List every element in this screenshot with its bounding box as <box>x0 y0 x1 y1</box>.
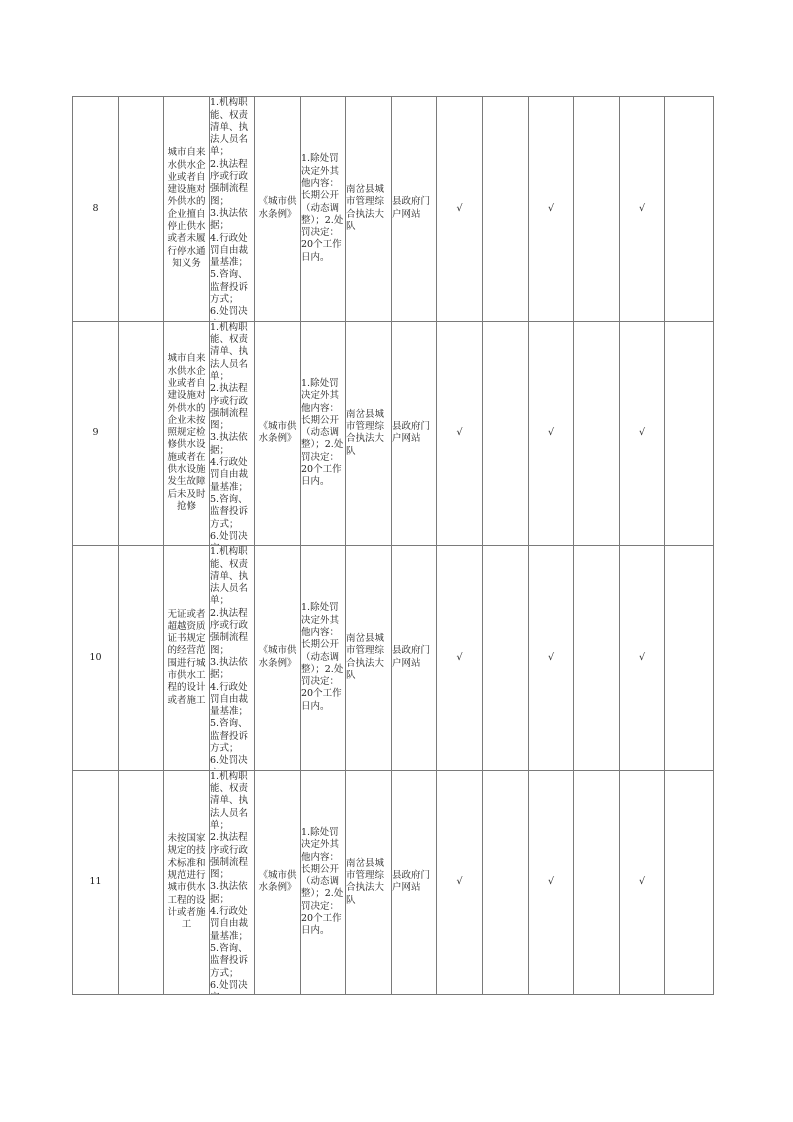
row-number-cell: 9 <box>73 321 119 546</box>
basis-list <box>210 97 254 320</box>
law-basis-cell: 《城市供水条例》 <box>255 321 301 546</box>
table-row <box>73 770 714 995</box>
row-number-cell: 10 <box>73 546 119 771</box>
check-cell <box>665 321 714 546</box>
table-body <box>73 97 714 995</box>
basis-line: 1.机构职能、权责清单、执法人员名单； <box>210 321 249 382</box>
empty-cell <box>119 321 164 546</box>
disclosure-subject-cell: 南岔县城市管理综合执法大队 <box>346 321 392 546</box>
check-cell: √ <box>620 97 665 322</box>
disclosure-subject-cell: 南岔县城市管理综合执法大队 <box>346 770 392 995</box>
check-cell <box>483 770 529 995</box>
check-cell <box>483 97 529 322</box>
disclosure-time-cell: 1.除处罚决定外其他内容：长期公开（动态调整）；2.处罚决定：20个工作日内。 <box>301 770 346 995</box>
check-cell <box>483 321 529 546</box>
check-cell: √ <box>437 321 483 546</box>
basis-line: 2.执法程序或行政强制流程图； <box>210 607 249 656</box>
disclosure-subject-cell: 南岔县城市管理综合执法大队 <box>346 546 392 771</box>
disclosure-channel-cell: 县政府门户网站 <box>392 321 437 546</box>
check-cell <box>665 546 714 771</box>
empty-cell <box>119 546 164 771</box>
basis-list <box>210 771 254 994</box>
disclosure-time-cell: 1.除处罚决定外其他内容：长期公开（动态调整）；2.处罚决定：20个工作日内。 <box>301 97 346 322</box>
disclosure-table <box>72 96 714 995</box>
basis-line: 3.执法依据； <box>210 881 248 905</box>
basis-line: 4.行政处罚自由裁量基准； <box>210 906 249 942</box>
check-cell <box>574 97 620 322</box>
disclosure-basis-cell <box>210 97 255 322</box>
empty-cell <box>119 770 164 995</box>
check-cell: √ <box>437 770 483 995</box>
item-name-cell: 未按国家规定的技术标准和规范进行城市供水工程的设计或者施工 <box>164 770 210 995</box>
check-cell <box>483 546 529 771</box>
basis-line: 5.咨询、监督投诉方式； <box>210 493 249 530</box>
basis-line: 2.执法程序或行政强制流程图； <box>210 832 249 881</box>
disclosure-channel-cell: 县政府门户网站 <box>392 97 437 322</box>
basis-list <box>210 322 254 545</box>
basis-line: 5.咨询、监督投诉方式； <box>210 942 249 979</box>
check-cell: √ <box>529 770 574 995</box>
check-cell <box>574 546 620 771</box>
basis-line: 1.机构职能、权责清单、执法人员名单； <box>210 97 249 158</box>
disclosure-basis-cell <box>210 546 255 771</box>
basis-list <box>210 546 254 769</box>
check-cell: √ <box>437 546 483 771</box>
disclosure-subject-cell: 南岔县城市管理综合执法大队 <box>346 97 392 322</box>
table-row <box>73 97 714 322</box>
law-basis-cell: 《城市供水条例》 <box>255 770 301 995</box>
basis-line: 2.执法程序或行政强制流程图； <box>210 383 249 432</box>
check-cell: √ <box>529 97 574 322</box>
table-row <box>73 321 714 546</box>
empty-cell <box>119 97 164 322</box>
disclosure-time-cell: 1.除处罚决定外其他内容：长期公开（动态调整）；2.处罚决定：20个工作日内。 <box>301 321 346 546</box>
basis-line: 6.处罚决 <box>210 979 248 991</box>
basis-line: 4.行政处罚自由裁量基准； <box>210 457 249 493</box>
disclosure-basis-cell <box>210 770 255 995</box>
basis-line: 2.执法程序或行政强制流程图； <box>210 158 249 207</box>
check-cell <box>574 321 620 546</box>
disclosure-time-cell: 1.除处罚决定外其他内容：长期公开（动态调整）；2.处罚决定：20个工作日内。 <box>301 546 346 771</box>
basis-line: 3.执法依据； <box>210 656 248 681</box>
basis-line: 3.执法依据； <box>210 432 248 456</box>
law-basis-cell: 《城市供水条例》 <box>255 97 301 322</box>
basis-line: 4.行政处罚自由裁量基准； <box>210 232 249 269</box>
row-number-cell: 11 <box>73 770 119 995</box>
disclosure-channel-cell: 县政府门户网站 <box>392 546 437 771</box>
law-basis-cell: 《城市供水条例》 <box>255 546 301 771</box>
check-cell: √ <box>529 321 574 546</box>
item-name-cell: 无证或者超越资质证书规定的经营范围进行城市供水工程的设计或者施工 <box>164 546 210 771</box>
item-name-cell: 城市自来水供水企业或者自建设施对外供水的企业未按照规定检修供水设施或者在供水设施发生故障后未及时抢修 <box>164 321 210 546</box>
check-cell: √ <box>620 770 665 995</box>
check-cell: √ <box>620 321 665 546</box>
basis-line: 6.处罚决 <box>210 755 248 767</box>
disclosure-channel-cell: 县政府门户网站 <box>392 770 437 995</box>
basis-line: 4.行政处罚自由裁量基准； <box>210 681 249 718</box>
basis-line: 3.执法依据； <box>210 207 248 232</box>
check-cell <box>665 770 714 995</box>
basis-line: 6.处罚决 <box>210 306 248 318</box>
basis-line: 1.机构职能、权责清单、执法人员名单； <box>210 546 249 607</box>
basis-line: 5.咨询、监督投诉方式； <box>210 269 249 305</box>
check-cell: √ <box>620 546 665 771</box>
check-cell <box>665 97 714 322</box>
check-cell: √ <box>529 546 574 771</box>
item-name-cell: 城市自来水供水企业或者自建设施对外供水的企业擅自停止供水或者未履行停水通知义务 <box>164 97 210 322</box>
row-number-cell: 8 <box>73 97 119 322</box>
check-cell: √ <box>437 97 483 322</box>
check-cell <box>574 770 620 995</box>
table-row <box>73 546 714 771</box>
basis-line: 1.机构职能、权责清单、执法人员名单； <box>210 770 249 831</box>
disclosure-basis-cell <box>210 321 255 546</box>
basis-line: 6.处罚决 <box>210 530 248 542</box>
basis-line: 5.咨询、监督投诉方式； <box>210 718 249 754</box>
